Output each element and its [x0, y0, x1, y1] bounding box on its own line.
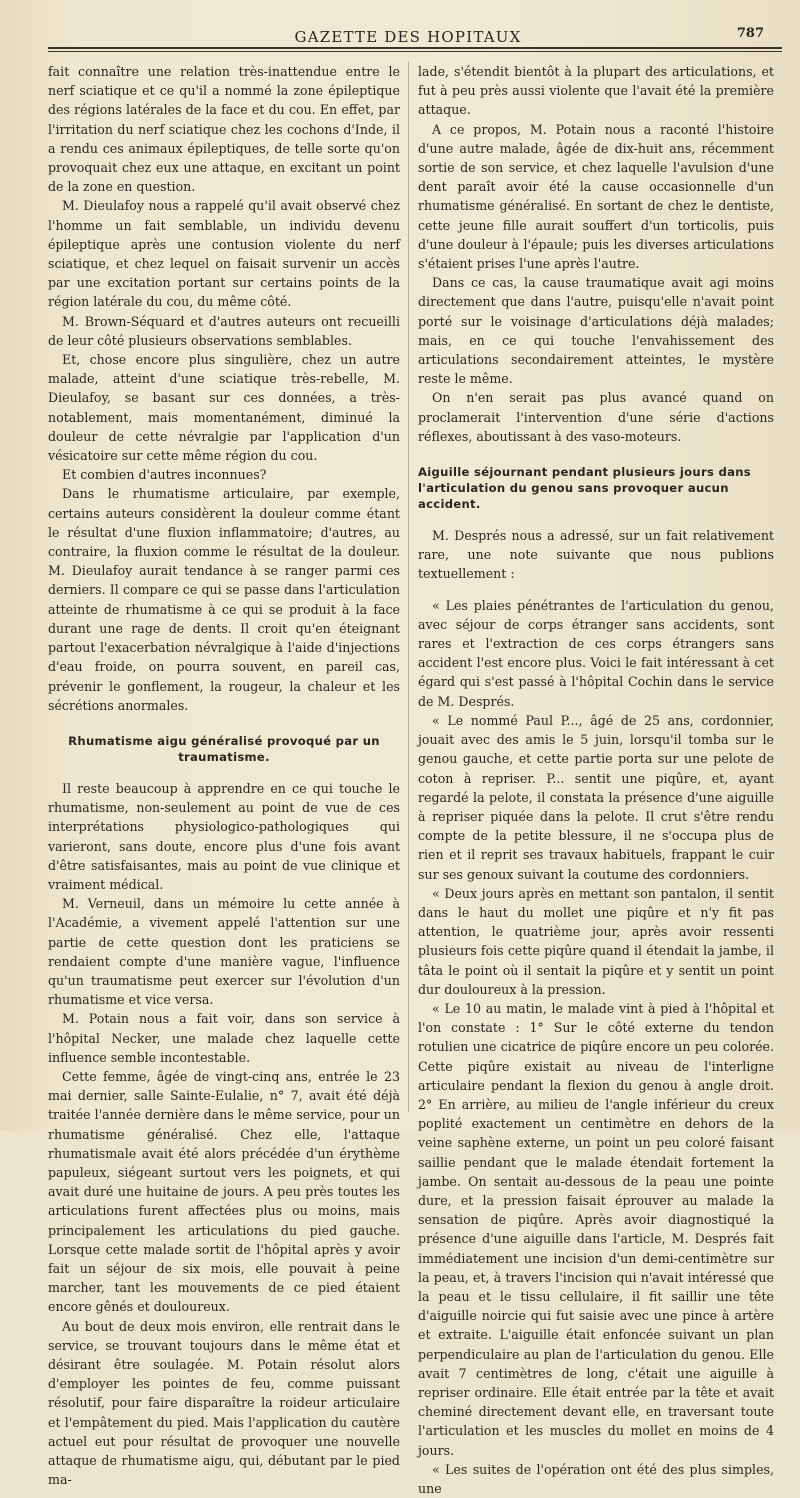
paragraph: M. Brown-Séquard et d'autres auteurs ont recueilli de leur côté plusieurs observations semblables.	[48, 313, 400, 348]
paragraph: M. Després nous a adressé, sur un fait relativement rare, une note suivante que nous publions textuellement :	[418, 528, 774, 582]
page-header	[38, 20, 778, 60]
paragraph: Au bout de deux mois environ, elle rentrait dans le service, se trouvant toujours dans le même état et désirant être soulagée. M. Potain résolut alors d'employer les pointes de feu, comme puissant résolutif, pour faire disparaître la roideur articulaire et l'empâtement du pied. Mais l'application du cautère actuel eut pour résultat de provoquer une nouvelle attaque de rhumatisme aigu, qui, débutant par le pied ma-	[48, 1318, 400, 1488]
paragraph: lade, s'étendit bientôt à la plupart des articulations, et fut à peu près aussi violente que l'avait été la première attaque.	[418, 64, 774, 118]
journal-title: GAZETTE DES HOPITAUX	[294, 28, 522, 46]
section-heading: Aiguille séjournant pendant plusieurs jours dans l'articulation du genou sans provoquer aucun accident.	[418, 465, 751, 512]
spacer	[418, 584, 774, 596]
paragraph: « Deux jours après en mettant son pantalon, il sentit dans le haut du mollet une piqûre et n'y fit pas attention, le quatrième jour, après avoir ressenti plusieurs fois cette piqûre quand il étendait la jambe, il tâta le point où il sentait la piqûre et y sentit un point dur douloureux à la pression.	[418, 885, 774, 997]
paragraph: M. Dieulafoy nous a rappelé qu'il avait observé chez l'homme un fait semblable, un individu devenu épileptique après une contusion violente du nerf sciatique, et chez lequel on faisait survenir un accès par une excitation portant sur certains points de la région latérale du cou, du même côté.	[48, 198, 400, 310]
paragraph: M. Verneuil, dans un mémoire lu cette année à l'Académie, a vivement appelé l'attention sur une partie de cette question dont les praticiens se rendaient compte d'une manière vague, l'influence qu'un traumatisme peut exercer sur l'évolution d'un rhumatisme et vice versa.	[48, 896, 400, 1008]
paragraph: « Les suites de l'opération ont été des plus simples, une	[418, 1461, 774, 1497]
section-heading: Rhumatisme aigu généralisé provoqué par un traumatisme.	[68, 733, 380, 764]
left-column	[48, 62, 400, 1489]
paragraph: Dans le rhumatisme articulaire, par exemple, certains auteurs considèrent la douleur comme étant le résultat d'une fluxion inflammatoire; d'autres, au contraire, la fluxion comme le résultat de la douleur. M. Dieulafoy aurait tendance à se ranger parmi ces derniers. Il compare ce qui se passe dans l'articulation atteinte de rhumatisme à ce qui se produit à la face durant une rage de dents. Il croit qu'en éteignant partout l'exacerbation névralgique à l'aide d'injections d'eau froide, on pourra souvent, en pareil cas, prévenir le gonflement, la rougeur, la chaleur et les sécrétions anormales.	[48, 486, 400, 713]
paragraph: Cette femme, âgée de vingt-cinq ans, entrée le 23 mai dernier, salle Sainte-Eulalie, n° 7, avait été déjà traitée l'année dernière dans le même service, pour un rhumatisme généralisé. Chez elle, l'attaque rhumatismale avait été alors précédée d'un érythème papuleux, siégeant surtout vers les poignets, et qui avait duré une huitaine de jours. A peu près toutes les articulations furent affectées plus ou moins, mais principalement les articulations du pied gauche. Lorsque cette malade sortit de l'hôpital après y avoir fait un séjour de six mois, elle pouvait à peine marcher, tant les mouvements de ce pied étaient encore gênés et douloureux.	[48, 1068, 400, 1315]
header-rule	[48, 47, 782, 49]
column-divider	[408, 62, 409, 1112]
paragraph: Il reste beaucoup à apprendre en ce qui touche le rhumatisme, non-seulement au point de vue de ces interprétations physiologico-pathologiques qui varieront, sans doute, encore plus d'une fois avant d'être satisfaisantes, mais au point de vue clinique et vraiment médical.	[48, 780, 400, 892]
paragraph: « Le 10 au matin, le malade vint à pied à l'hôpital et l'on constate : 1° Sur le côté externe du tendon rotulien une cicatrice de piqûre encore un peu colorée. Cette piqûre existait au niveau de l'interligne articulaire pendant la flexion du genou à angle droit. 2° En arrière, au milieu de l'angle inférieur du creux poplité exactement un centimètre en dehors de la veine saphène externe, un point un peu coloré faisant saillie pendant que le malade étendait fortement la jambe. On sentait au-dessous de la peau une pointe dure, et la pression faisait éprouver au malade la sensation de piqûre. Après avoir diagnostiqué la présence d'une aiguille dans l'article, M. Després fait immédiatement une incision d'un demi-centimètre sur la peau, et, à travers l'incision qui n'avait intéressé que la peau et le tissu cellulaire, il fit saillir une tête d'aiguille noircie qui fut saisie avec une pince à artère et extraite. L'aiguille était enfoncée suivant un plan perpendiculaire au plan de l'articulation du genou. Elle avait 7 centimètres de long, c'était une aiguille à repriser ordinaire. Elle était entrée par la tête et avait cheminé directement devant elle, en traversant toute l'articulation et les muscles du mollet en moins de 4 jours.	[418, 1000, 774, 1458]
header-rule-thin	[48, 51, 782, 52]
right-column	[418, 62, 774, 1498]
paragraph: fait connaître une relation très-inattendue entre le nerf sciatique et ce qu'il a nommé la zone épileptique des régions latérales de la face et du cou. En effet, par l'irritation du nerf sciatique chez les cochons d'Inde, il a rendu ces animaux épileptiques, de telle sorte qu'on provoquait chez eux une attaque, en excitant un point de la zone en question.	[48, 64, 400, 195]
paragraph: Et combien d'autres inconnues?	[62, 467, 267, 483]
paragraph: « Les plaies pénétrantes de l'articulation du genou, avec séjour de corps étranger sans accidents, sont rares et l'extraction de ces corps étrangers sans accident l'est encore plus. Voici le fait intéressant à cet égard qui s'est passé à l'hôpital Cochin dans le service de M. Després.	[418, 597, 774, 709]
paragraph: Dans ce cas, la cause traumatique avait agi moins directement que dans l'autre, puisqu'elle n'avait point porté sur le voisinage d'articulations déjà malades; mais, en ce qui touche l'envahissement des articulations secondairement atteintes, le mystère reste le même.	[418, 275, 774, 387]
paragraph: On n'en serait pas plus avancé quand on proclamerait l'intervention d'une série d'actions réflexes, aboutissant à des vaso-moteurs.	[418, 390, 774, 444]
paragraph: A ce propos, M. Potain nous a raconté l'histoire d'une autre malade, âgée de dix-huit ans, récemment sortie de son service, et chez laquelle l'avulsion d'une dent paraît avoir été la cause occasionnelle d'un rhumatisme généralisé. En sortant de chez le dentiste, cette jeune fille aurait souffert d'un torticolis, puis d'une douleur à l'épaule; puis les diverses articulations s'étaient prises l'une après l'autre.	[418, 121, 774, 272]
paragraph: M. Potain nous a fait voir, dans son service à l'hôpital Necker, une malade chez laquelle cette influence semble incontestable.	[48, 1011, 400, 1065]
page-number: 787	[736, 26, 764, 41]
paragraph: Et, chose encore plus singulière, chez un autre malade, atteint d'une sciatique très-rebelle, M. Dieulafoy, se basant sur ces données, a très-notablement, mais momentanément, diminué la douleur de cette névralgie par l'application d'un vésicatoire sur cette même région du cou.	[48, 352, 400, 464]
paragraph: « Le nommé Paul P..., âgé de 25 ans, cordonnier, jouait avec des amis le 5 juin, lorsqu'il tomba sur le genou gauche, et cette partie porta sur une pelote de coton à repriser. P... sentit une piqûre, et, ayant regardé la pelote, il constata la présence d'une aiguille à repriser piquée dans la pelote. Il crut s'être rendu compte de la petite blessure, il ne s'occupa plus de rien et il reprit ses travaux habituels, frappant le cuir sur ses genoux suivant la coutume des cordonniers.	[418, 712, 774, 882]
